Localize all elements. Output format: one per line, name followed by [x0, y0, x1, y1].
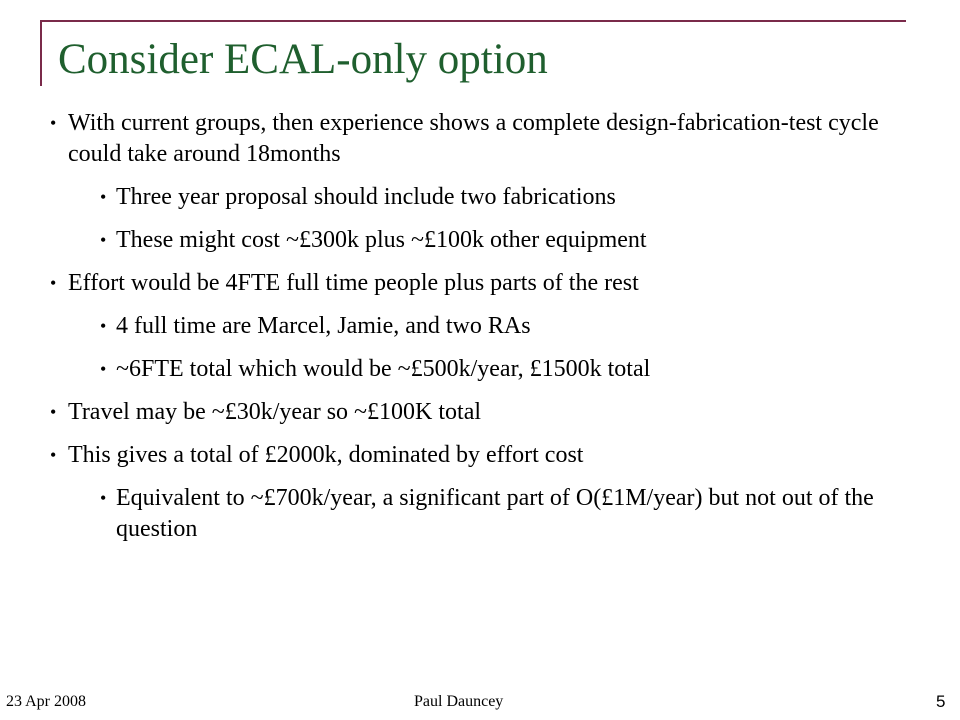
bullet-text: Travel may be ~£30k/year so ~£100K total — [68, 399, 482, 425]
sub-bullet-item — [50, 182, 910, 213]
bullet-text: Three year proposal should include two fabrications — [116, 184, 616, 210]
bullet-dot: • — [100, 316, 107, 336]
sub-bullet-item — [50, 311, 910, 342]
page-number: 5 — [936, 692, 946, 711]
bullet-list — [50, 108, 910, 545]
sub-bullet-item — [50, 483, 910, 545]
bullet-text: 4 full time are Marcel, Jamie, and two RAs — [116, 313, 531, 339]
bullet-item — [50, 108, 910, 170]
bullet-dot: • — [50, 113, 57, 133]
bullet-item — [50, 397, 910, 428]
bullet-text: Equivalent to ~£700k/year, a significant part of O(£1M/year) but not out of the question — [116, 485, 874, 542]
bullet-text: With current groups, then experience shows a complete design-fabrication-test cycle could take around 18months — [68, 110, 879, 167]
sub-bullet-item — [50, 225, 910, 256]
footer-author: Paul Dauncey — [414, 693, 504, 710]
sub-bullet-item — [50, 354, 910, 385]
bullet-item — [50, 268, 910, 299]
bullet-dot: • — [100, 187, 107, 207]
bullet-dot: • — [100, 230, 107, 250]
bullet-dot: • — [50, 273, 57, 293]
bullet-item — [50, 440, 910, 471]
slide-title: Consider ECAL-only option — [58, 36, 548, 83]
bullet-dot: • — [100, 359, 107, 379]
bullet-text: ~6FTE total which would be ~£500k/year, £1500k total — [116, 356, 651, 382]
bullet-text: Effort would be 4FTE full time people plus parts of the rest — [68, 270, 639, 296]
bullet-dot: • — [50, 402, 57, 422]
footer-date: 23 Apr 2008 — [6, 693, 86, 710]
bullet-text: These might cost ~£300k plus ~£100k other equipment — [116, 227, 647, 253]
bullet-text: This gives a total of £2000k, dominated by effort cost — [68, 442, 584, 468]
bullet-dot: • — [50, 445, 57, 465]
frame-top-line — [40, 20, 906, 22]
bullet-dot: • — [100, 488, 107, 508]
frame-left-line — [40, 20, 42, 86]
